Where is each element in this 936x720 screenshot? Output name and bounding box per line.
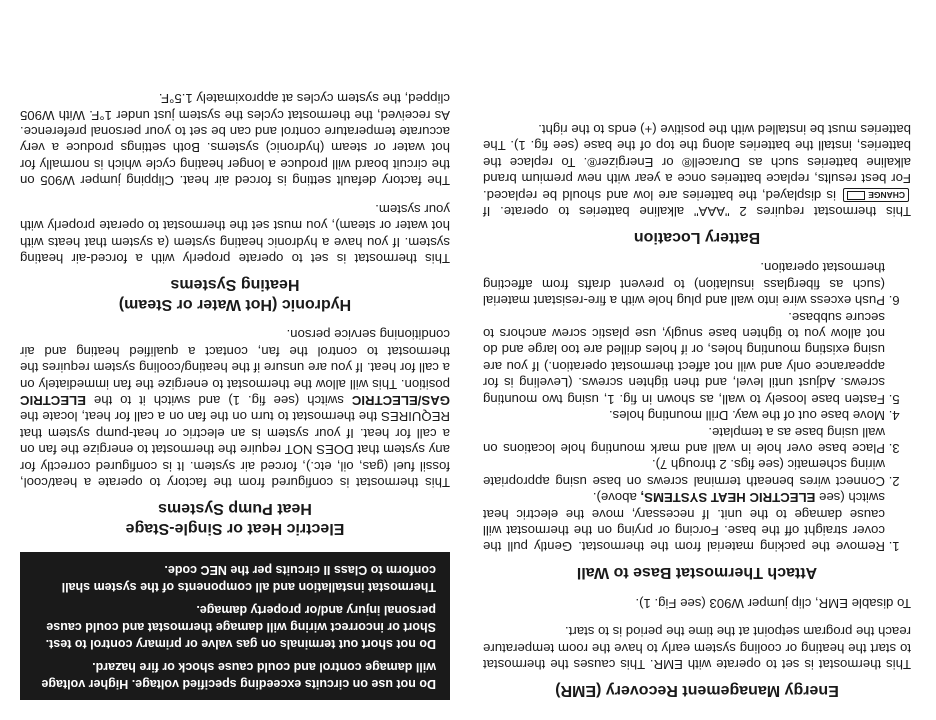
electric-text-b: switch (see fig. 1) and switch it to the: [85, 392, 352, 408]
change-battery-icon: [843, 188, 909, 202]
battery-paragraph: [483, 121, 911, 219]
emr-paragraph-1: This thermostat is set to operate with EMR. This causes the thermostat to start the heating or cooling system early to have the room temperature reach the program setpoint at the time the period is to start.: [483, 624, 911, 672]
warning-voltage: Do not use on circuits exceeding specified voltage. Higher voltage will damage control and could cause shock or fire hazard.: [41, 660, 436, 691]
step-remove-packing: [483, 489, 885, 555]
step-seal-hole: 6. Push excess wire into wall and plug hole with a fire-resistant material (such as fiberglass insulation) to prevent drafts from affecting thermostat operation.: [483, 259, 885, 308]
electric-position-keyword: ELECTRIC: [20, 392, 86, 408]
change-icon-label: CHANGE: [868, 189, 905, 200]
step1-text-b: above).: [592, 490, 641, 506]
step-fasten-base: 5. Fasten base loosely to wall, as shown in fig. 1, using two mounting screws. Adjust until level, and then tighten screws. (Leveling is for appearance only and will not affect thermostat operation.) If you are using existing mounting holes, or if holes drilled are too large and do not allow you to tighten base snugly, use plastic screw anchors to secure subbase.: [483, 308, 885, 406]
step1-keyword: ELECTRIC HEAT SYSTEMS,: [640, 490, 816, 506]
battery-glyph-icon: [847, 191, 865, 200]
hydronic-heading-line2: Heating Systems: [170, 275, 300, 293]
warning-short: Do not short out terminals on gas valve or primary control to test. Short or incorrect wiring will damage thermostat and could cause personal injury and/or property damage.: [45, 603, 436, 651]
left-column: [483, 109, 911, 700]
hydronic-paragraph-1: This thermostat is set to operate properly with a forced-air heating system. If you have a hydronic heating system (a system that heats with hot water or steam), you must set the thermostat to operate properly with your system.: [20, 201, 450, 266]
step1-text-a: Remove the packing material from the thermostat. Gently pull the cover straight off the base. Forcing or prying on the thermostat will cause damage to the unit. If necessary, move the electric heat switch (see: [483, 490, 885, 555]
attach-base-heading: Attach Thermostat Base to Wall: [576, 564, 818, 582]
electric-text-a: This thermostat is configured from the factory to operate a heat/cool, fossil fuel (gas, oil, etc.), forced air system. It is configured correctly for any system that DOES NOT require the thermostat to energize the fan on a call for heat. If your system is an electric or heat-pump system that REQUIRES the thermostat to turn on the fan on a call for heat, locate the: [20, 409, 450, 490]
electric-heat-heading: [20, 498, 450, 538]
electric-heat-heading-line1: Electric Heat or Single-Stage: [125, 520, 345, 537]
step-mark-holes: 3. Place base over hole in wall and mark mounting hole locations on wall using base as a template.: [483, 423, 885, 456]
battery-text-b: is displayed, the batteries are low and should be replaced. For best results, replace batteries once a year with new premium brand alkaline batteries such as Duracell® or Energizer®. To replace the batteries, install the batteries along the top of the base (see fig. 1). The batteries must be installed with the positive (+) ends to the right.: [483, 122, 911, 203]
battery-heading: Battery Location: [633, 229, 761, 247]
right-column: [20, 78, 450, 700]
step-connect-wires: 2. Connect wires beneath terminal screws on base using appropriate wiring schematic (see figs. 2 through 7).: [483, 456, 885, 489]
warning-box: [20, 552, 450, 700]
gas-electric-switch-keyword: GAS/ELECTRIC: [351, 392, 450, 408]
step-drill-holes: 4. Move base out of the way. Drill mounting holes.: [483, 407, 885, 423]
hydronic-paragraph-2: The factory default setting is forced air heat. Clipping jumper W905 on the circuit board will produce a longer heating cycle which is normally for hot water or steam (hydronic) systems. Both settings produce a very accurate temperature control and can be set to your personal preference. As received, the thermostat cycles the system just under 1°F. With W905 clipped, the system cycles at approximately 1.5°F.: [20, 91, 450, 189]
electric-heat-paragraph: [20, 326, 450, 490]
emr-heading: Energy Management Recovery (EMR): [555, 682, 839, 699]
warning-nec: Thermostat installation and all components of the system shall conform to Class II circuits per the NEC code.: [61, 563, 436, 594]
battery-text-a: This thermostat requires 2 "AAA" alkaline batteries to operate. If: [483, 204, 911, 220]
hydronic-heading: [20, 274, 450, 314]
electric-heat-heading-line2: Heat Pump Systems: [158, 500, 312, 517]
electric-text-c: position. This will allow the thermostat to energize the fan immediately on a call for heat. If you are unsure if the heating/cooling system requires the thermostat to control the fan, contact a qualified heating and air conditioning service person.: [20, 327, 450, 392]
attach-steps-list: [483, 259, 911, 554]
hydronic-heading-line1: Hydronic (Hot Water or Steam): [118, 295, 352, 313]
emr-paragraph-2: To disable EMR, clip jumper W903 (see Fig. 1).: [635, 595, 911, 611]
